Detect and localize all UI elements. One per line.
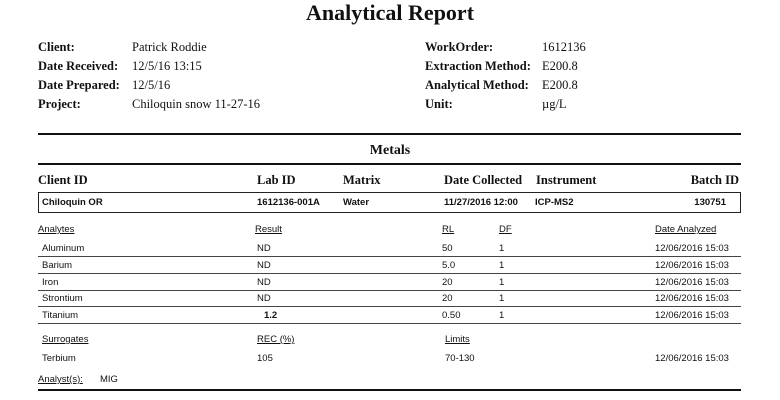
analyte-rl: 20 xyxy=(442,277,453,288)
surrogate-rec: 105 xyxy=(257,353,273,364)
workorder-label: WorkOrder: xyxy=(425,40,494,54)
surrogate-limits: 70-130 xyxy=(445,353,475,364)
col-df: DF xyxy=(499,224,512,235)
col-surrogates: Surrogates xyxy=(42,334,89,345)
analyte-rl: 5.0 xyxy=(442,260,456,271)
date-prepared-label: Date Prepared: xyxy=(38,78,120,92)
col-lab-id: Lab ID xyxy=(257,173,296,187)
col-client-id: Client ID xyxy=(38,173,88,187)
sample-date-collected: 11/27/2016 12:00 xyxy=(444,197,518,208)
analyte-rl: 20 xyxy=(442,293,453,304)
client-value: Patrick Roddie xyxy=(132,40,207,54)
analytical-method-label: Analytical Method: xyxy=(425,78,529,92)
analyte-name: Iron xyxy=(42,277,59,288)
analyte-result: ND xyxy=(257,277,271,288)
col-matrix: Matrix xyxy=(343,173,381,187)
section-top-rule xyxy=(38,133,741,135)
project-value: Chiloquin snow 11-27-16 xyxy=(132,97,261,111)
analytical-method-value: E200.8 xyxy=(542,78,578,92)
unit-label: Unit: xyxy=(425,97,453,111)
analyte-df: 1 xyxy=(499,243,505,254)
analyte-date: 12/06/2016 15:03 xyxy=(655,260,729,271)
row-divider xyxy=(38,290,741,291)
analyte-rl: 0.50 xyxy=(442,310,461,321)
analyte-df: 1 xyxy=(499,293,505,304)
workorder-value: 1612136 xyxy=(542,40,586,54)
analyte-date: 12/06/2016 15:03 xyxy=(655,293,729,304)
col-rl: RL xyxy=(442,224,455,235)
analyte-result: ND xyxy=(257,293,271,304)
client-label: Client: xyxy=(38,40,75,54)
col-date-collected: Date Collected xyxy=(444,173,523,187)
sample-lab-id: 1612136-001A xyxy=(257,197,320,208)
extraction-method-label: Extraction Method: xyxy=(425,59,531,73)
sample-client-id: Chiloquin OR xyxy=(42,197,103,208)
col-date-analyzed: Date Analyzed xyxy=(655,224,717,235)
analyte-result: 1.2 xyxy=(264,310,278,321)
section-title-rule xyxy=(38,163,741,165)
surrogate-name: Terbium xyxy=(42,353,76,364)
row-divider xyxy=(38,273,741,274)
date-received-value: 12/5/16 13:15 xyxy=(132,59,202,73)
col-limits: Limits xyxy=(445,334,470,345)
unit-value: µg/L xyxy=(542,97,567,111)
analyte-df: 1 xyxy=(499,310,505,321)
analyte-df: 1 xyxy=(499,277,505,288)
analyte-name: Aluminum xyxy=(42,243,85,254)
extraction-method-value: E200.8 xyxy=(542,59,578,73)
analyte-result: ND xyxy=(257,260,271,271)
analyte-rl: 50 xyxy=(442,243,453,254)
sample-instrument: ICP-MS2 xyxy=(535,197,574,208)
analyte-date: 12/06/2016 15:03 xyxy=(655,310,729,321)
analyte-name: Titanium xyxy=(42,310,79,321)
section-title: Metals xyxy=(369,143,411,158)
col-batch-id: Batch ID xyxy=(690,173,739,187)
report-title: Analytical Report xyxy=(305,0,475,25)
analyst-value: MIG xyxy=(100,374,118,385)
analyte-date: 12/06/2016 15:03 xyxy=(655,277,729,288)
col-rec: REC (%) xyxy=(257,334,295,345)
row-divider xyxy=(38,256,741,257)
project-label: Project: xyxy=(38,97,81,111)
date-prepared-value: 12/5/16 xyxy=(132,78,171,92)
analyst-label: Analyst(s): xyxy=(38,374,83,385)
row-divider xyxy=(38,306,741,307)
sample-batch-id: 130751 xyxy=(694,197,726,208)
date-received-label: Date Received: xyxy=(38,59,119,73)
analyte-result: ND xyxy=(257,243,271,254)
section-bottom-rule xyxy=(38,389,741,391)
analyte-name: Strontium xyxy=(42,293,83,304)
col-result: Result xyxy=(255,224,282,235)
col-analytes: Analytes xyxy=(38,224,75,235)
col-instrument: Instrument xyxy=(536,173,597,187)
surrogate-date: 12/06/2016 15:03 xyxy=(655,353,729,364)
analyte-df: 1 xyxy=(499,260,505,271)
analyte-name: Barium xyxy=(42,260,73,271)
sample-row xyxy=(38,192,741,213)
analyte-date: 12/06/2016 15:03 xyxy=(655,243,729,254)
row-divider xyxy=(38,323,741,324)
sample-matrix: Water xyxy=(343,197,370,208)
